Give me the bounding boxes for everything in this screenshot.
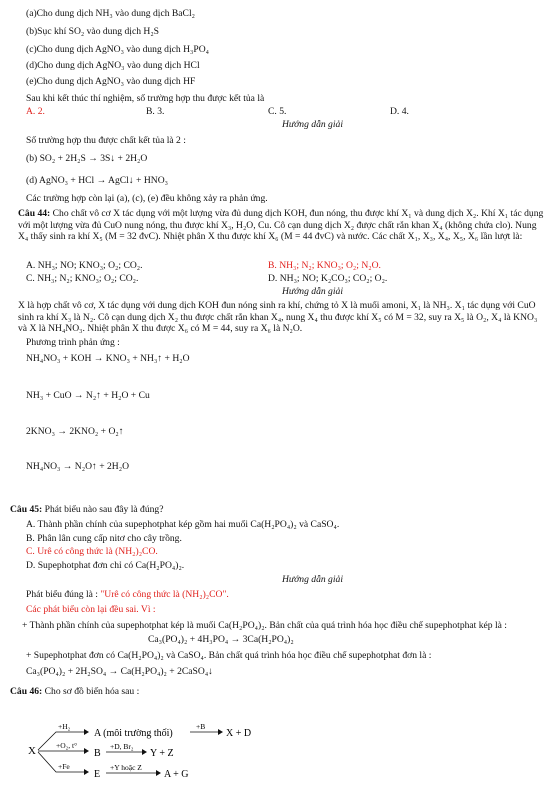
scheme-result-3: A + G	[164, 769, 189, 780]
scheme-result-2: Y + Z	[150, 748, 174, 759]
q45-correct	[0, 589, 555, 600]
scheme-cond-3: +Fe	[58, 762, 70, 771]
q45-correct-text: "Urê có công thức là (NH₂)₂CO".	[100, 589, 229, 600]
q43-item-a: (a)Cho dung dịch NH₃ vào dung dịch BaCl₂	[26, 8, 195, 19]
q43-option-c: C. 5.	[268, 106, 287, 117]
q43-item-d: (d)Cho dung dịch AgNO₃ vào dung dịch HCl	[26, 60, 200, 71]
q44-reaction-4: NH₄NO₃ → N₂O↑ + 2H₂O	[26, 461, 129, 472]
scheme-e: E	[94, 769, 101, 780]
q46-stem: Cho sơ đồ biến hóa sau :	[44, 686, 140, 697]
scheme-cond-1: +H₂	[58, 722, 71, 731]
q44-eqn-title: Phương trình phản ứng :	[26, 337, 120, 348]
q43-item-b: (b)Sục khí SO₂ vào dung dịch H₂S	[26, 26, 160, 37]
q43-sol-eq-d: (d) AgNO₃ + HCl → AgCl↓ + HNO₃	[26, 175, 168, 186]
q44-question	[0, 208, 545, 243]
q43-sol-intro: Số trường hợp thu được chất kết tủa là 2 :	[26, 135, 186, 146]
q43-sol-rest: Các trường hợp còn lại (a), (c), (e) đều không xảy ra phản ứng.	[26, 193, 268, 204]
q45-point-1-eq: Ca₃(PO₄)₂ + 4H₃PO₄ → 3Ca(H₂PO₄)₂	[148, 634, 294, 645]
q45-question	[0, 504, 555, 515]
scheme-cond-2b: +D, Br₂	[110, 742, 134, 751]
q44-stem: Cho chất vô cơ X tác dụng với một lượng vừa đủ dung dịch KOH, đun nóng, thu được khí X₁ và dung dịch X₂. Khí X₁ tác dụng với một lượng vừa đủ CuO nung nóng, thu được khí X₃, H₂O, Cu. Cô cạn dung dịch X₂ được chất rắn khan X₄ (không chứa clo). Nung X₄ thấy sinh ra khí X₅ (M = 32 đvC). Nhiệt phân X thu được khí X₆ (M = 44 đvC) và nước. Các chất X₁, X₃, X₄, X₅, X₆ lần lượt là:	[18, 208, 544, 242]
q43-guide-heading: Hướng dẫn giải	[282, 119, 343, 130]
q43-option-b: B. 3.	[146, 106, 165, 117]
q43-sol-eq-b: (b) SO₂ + 2H₂S → 3S↓ + 2H₂O	[26, 153, 148, 164]
q45-point-1: + Thành phần chính của supephotphat kép là muối Ca(H₂PO₄)₂. Bản chất của quá trình hóa học điều chế supephotphat kép là :	[22, 620, 507, 631]
scheme-arrowheads	[84, 729, 89, 775]
q45-point-2: + Supephotphat đơn có Ca(H₂PO₄)₂ và CaSO₄. Bản chất quá trình hóa học điều chế supephotphat đơn là :	[26, 650, 432, 661]
q46-scheme	[0, 696, 555, 786]
scheme-b: B	[94, 748, 101, 759]
scheme-x: X	[28, 745, 36, 757]
q45-option-b: B. Phân lân cung cấp nitơ cho cây trồng.	[26, 533, 182, 544]
scheme-cond-3b: +Y hoặc Z	[110, 763, 142, 772]
q45-number: Câu 45:	[10, 504, 43, 515]
q45-option-c: C. Urê có công thức là (NH₂)₂CO.	[26, 546, 158, 557]
scheme-result-1: X + D	[226, 728, 252, 739]
q45-point-2-eq: Ca₃(PO₄)₂ + 2H₂SO₄ → Ca(H₂PO₄)₂ + 2CaSO₄↓	[26, 666, 213, 677]
scheme-a: A (môi trường thối)	[94, 728, 173, 739]
q45-wrong-title: Các phát biểu còn lại đều sai. Vì :	[26, 604, 156, 615]
q44-option-c: C. NH₃; N₂; KNO₃; O₂; CO₂.	[26, 273, 139, 284]
q45-correct-prefix: Phát biểu đúng là :	[26, 589, 101, 600]
q44-number: Câu 44:	[18, 208, 51, 219]
q44-option-b: B. NH₃; N₂; KNO₃; O₂; N₂O.	[268, 260, 381, 271]
scheme-cond-1b: +B	[196, 722, 206, 731]
q43-option-a: A. 2.	[26, 106, 45, 117]
q45-guide-heading: Hướng dẫn giải	[282, 574, 343, 585]
q43-item-e: (e)Cho dung dịch AgNO₃ vào dung dịch HF	[26, 76, 196, 87]
q45-stem: Phát biểu nào sau đây là đúng?	[44, 504, 164, 515]
scheme-cond-2: +O₂, t°	[56, 741, 78, 750]
q44-reaction-1: NH₄NO₃ + KOH → KNO₃ + NH₃↑ + H₂O	[26, 353, 190, 364]
q44-reaction-3: 2KNO₃ → 2KNO₂ + O₂↑	[26, 426, 124, 437]
q44-option-a: A. NH₃; NO; KNO₃; O₂; CO₂.	[26, 260, 143, 271]
q46-number: Câu 46:	[10, 686, 43, 697]
q44-option-d: D. NH₃; NO; K₂CO₃; CO₂; O₂.	[268, 273, 388, 284]
q44-guide-heading: Hướng dẫn giải	[282, 286, 343, 297]
q45-option-a: A. Thành phần chính của supephotphat kép gồm hai muối Ca(H₂PO₄)₂ và CaSO₄.	[26, 519, 340, 530]
q43-option-d: D. 4.	[390, 106, 409, 117]
q44-reaction-2: NH₃ + CuO → N₂↑ + H₂O + Cu	[26, 390, 150, 401]
q44-solution: X là hợp chất vô cơ, X tác dụng với dung dịch KOH đun nóng sinh ra khí, chứng tỏ X là muối amoni, X₁ là NH₃. X₁ tác dụng với CuO sinh ra khí X₃ là N₂. Cô cạn dung dịch X₂ thu được chất rắn khan X₄, nung X₄ thu được khí X₅ có M = 32, suy ra X₅ là O₂, X₄ là KNO₃ và X là NH₄NO₃. Nhiệt phân X thu được X₆ có M = 44, suy ra X₆ là N₂O.	[18, 300, 538, 334]
q45-option-d: D. Supephotphat đơn chỉ có Ca(H₂PO₄)₂.	[26, 560, 185, 571]
q43-stem: Sau khi kết thúc thí nghiệm, số trường hợp thu được kết tủa là	[26, 93, 265, 104]
q43-item-c: (c)Cho dung dịch AgNO₃ vào dung dịch H₃PO₄	[26, 44, 209, 55]
